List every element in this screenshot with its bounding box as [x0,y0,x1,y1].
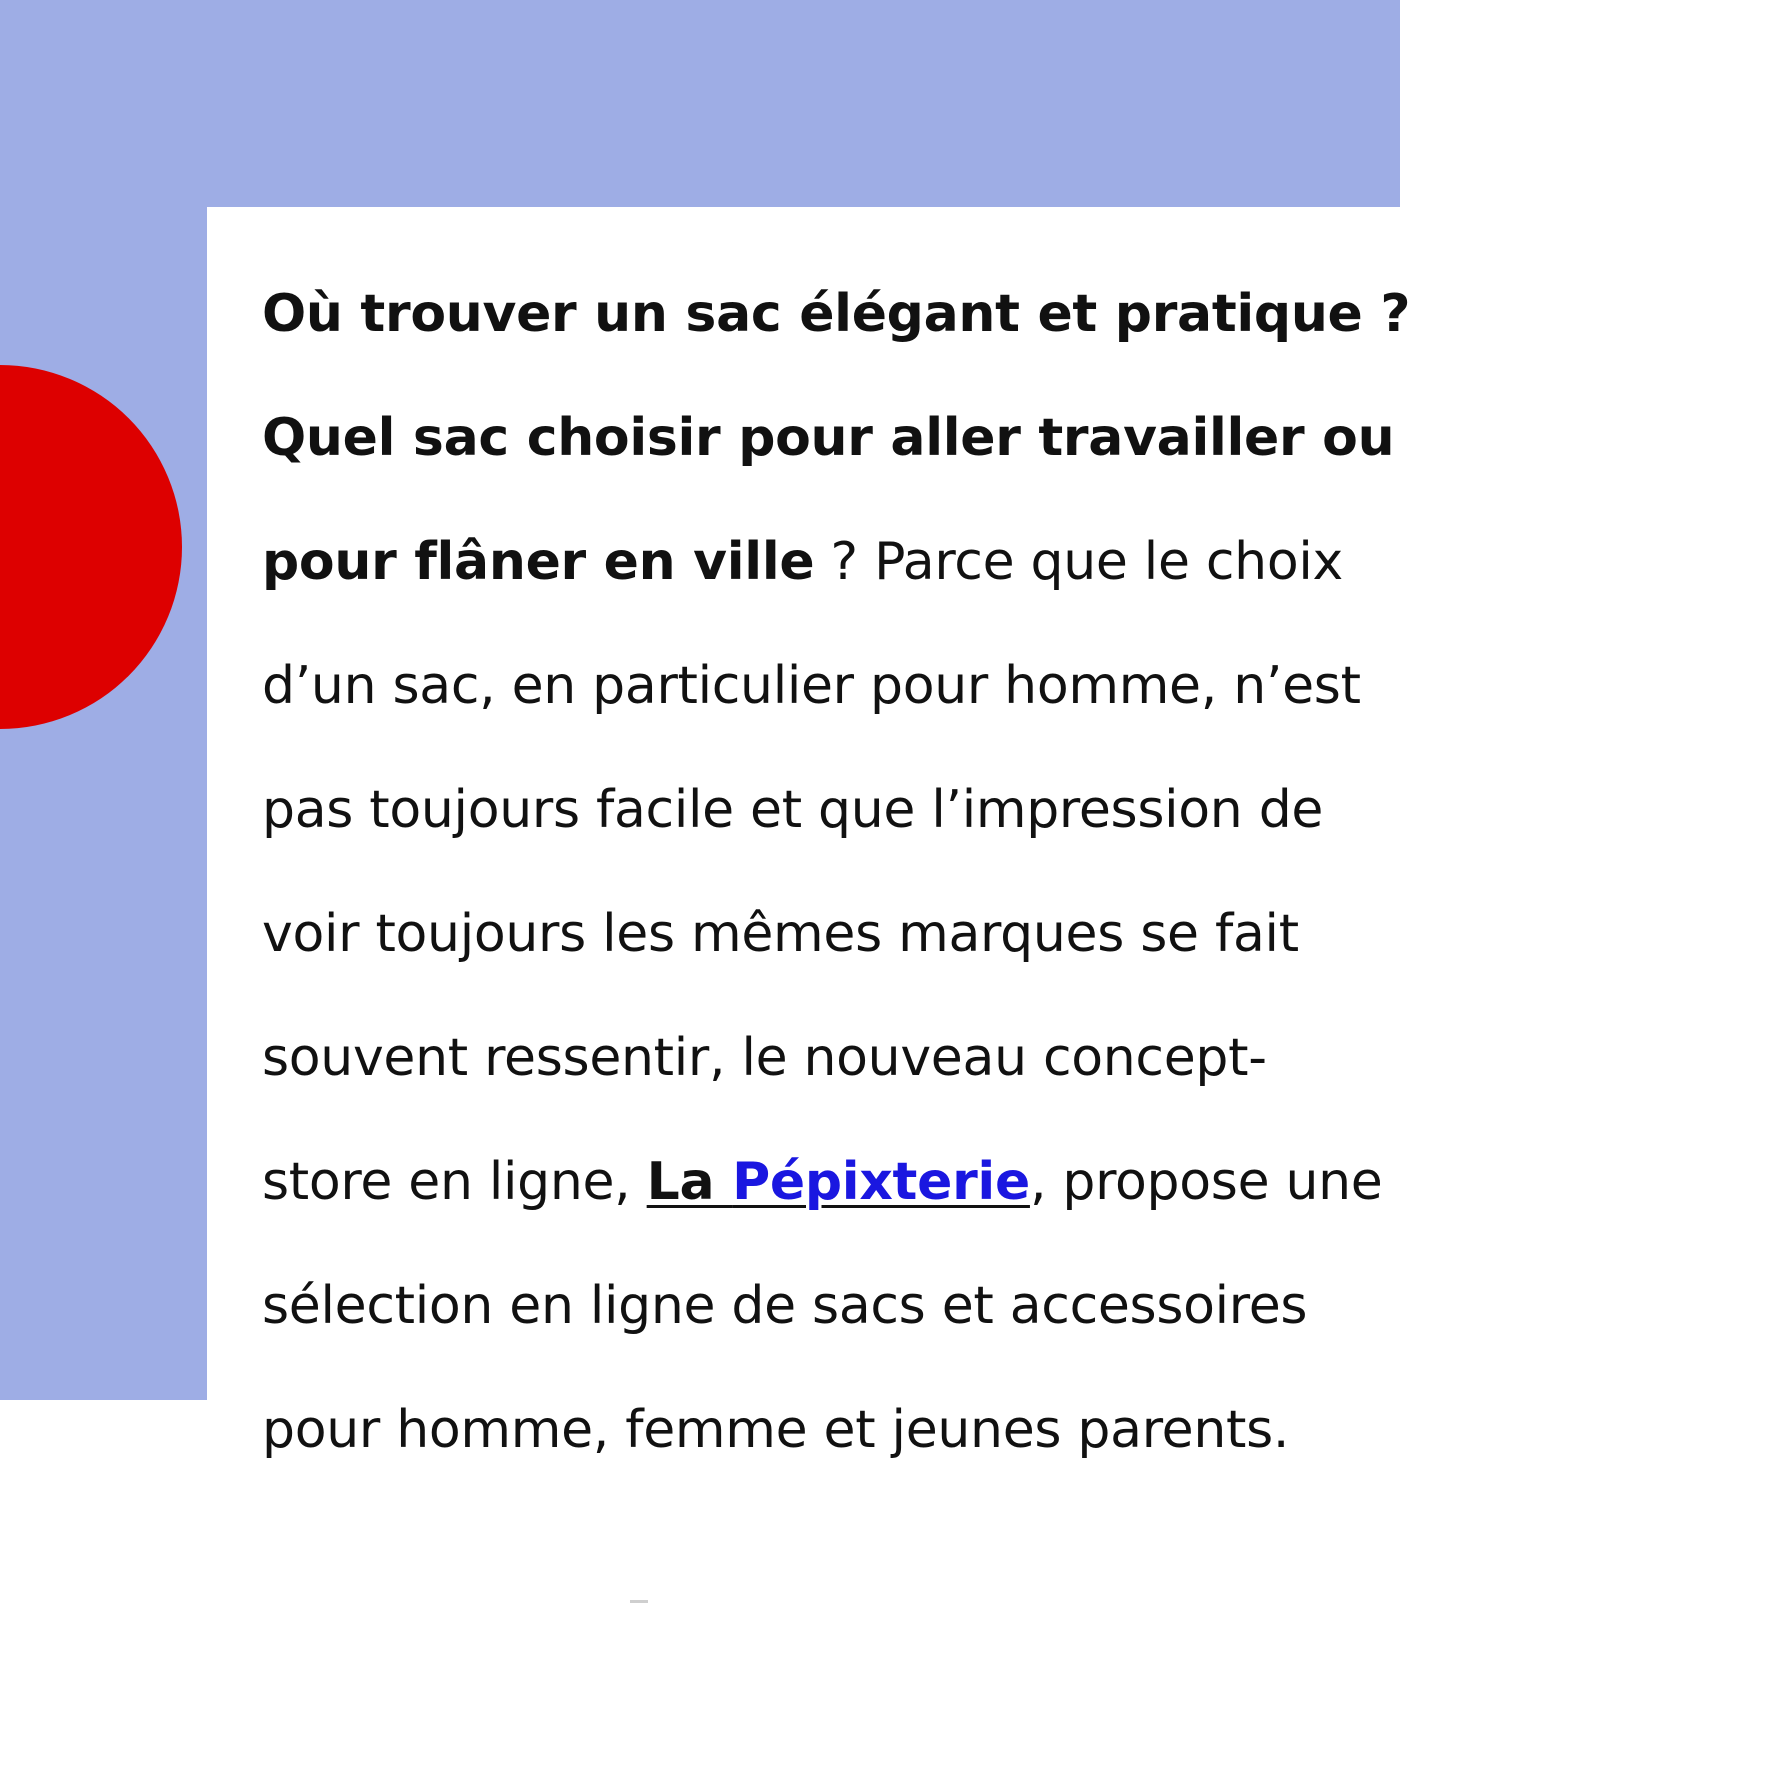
text-line-1 [262,252,1602,376]
text-line-3-rest: ? Parce que le choix [814,532,1343,592]
bold-question-2: Quel sac choisir pour aller travailler ou [262,408,1395,468]
text-line-8-start: store en ligne, [262,1152,647,1212]
article-paragraph [262,252,1602,1492]
la-pepixterie-link[interactable] [647,1152,1030,1212]
link-text-part-1: La [646,1152,733,1212]
text-line-4: d’un sac, en particulier pour homme, n’est [262,656,1361,716]
text-line-2 [262,376,1602,500]
bold-question-1: Où trouver un sac élégant et pratique ? [262,284,1411,344]
text-line-5: pas toujours facile et que l’impression de [262,780,1324,840]
text-line-10: pour homme, femme et jeunes parents. [262,1400,1290,1460]
text-line-9: sélection en ligne de sacs et accessoires [262,1276,1308,1336]
divider-mark [630,1600,648,1603]
text-line-3 [262,500,1602,624]
text-line-8-end: , propose une [1029,1152,1383,1212]
text-line-8 [262,1120,1602,1244]
text-line-7: souvent ressentir, le nouveau concept- [262,1028,1267,1088]
text-line-6: voir toujours les mêmes marques se fait [262,904,1299,964]
bold-question-3: pour flâner en ville [262,532,815,592]
link-text-part-2: Pépixterie [732,1152,1030,1212]
